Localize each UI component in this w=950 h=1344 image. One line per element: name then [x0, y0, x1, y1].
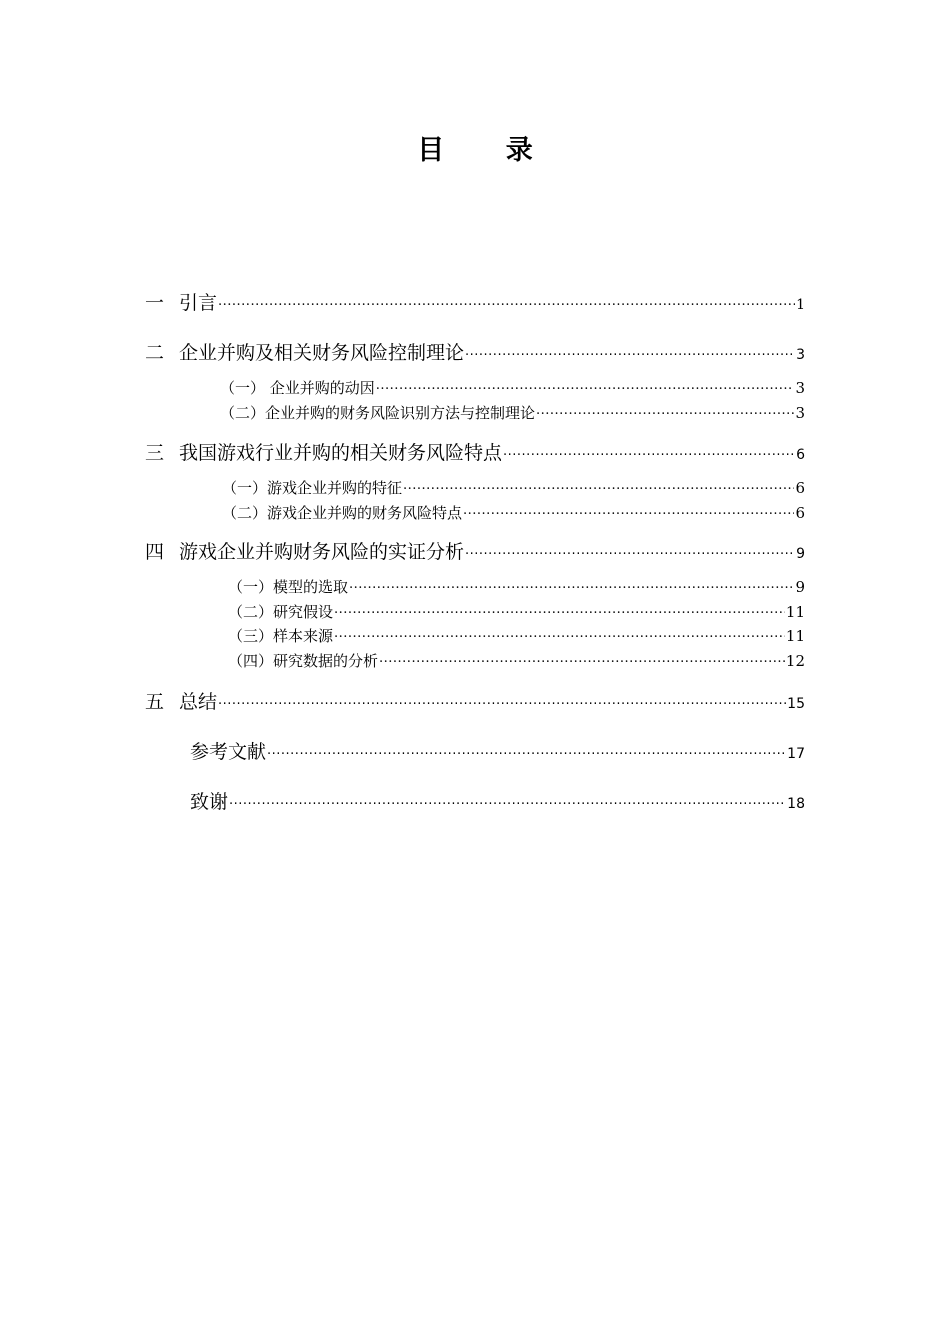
- toc-entry-chapter-4[interactable]: [145, 537, 805, 564]
- toc-page-number: 6: [795, 479, 805, 497]
- toc-page-number: 9: [795, 578, 805, 596]
- toc-entry-label: （一）模型的选取: [228, 578, 349, 596]
- dot-leader: [334, 604, 785, 617]
- toc-entry-label: 游戏企业并购财务风险的实证分析: [179, 541, 465, 563]
- toc-page-number: 15: [787, 696, 805, 712]
- toc-entry-introduction[interactable]: [145, 288, 805, 315]
- toc-entry-references[interactable]: [190, 737, 805, 764]
- toc-entry-label: （二）研究假设: [228, 603, 334, 621]
- toc-page-number: 6: [796, 447, 805, 463]
- toc-page-number: 1: [796, 297, 805, 313]
- toc-page-number: 6: [795, 504, 805, 522]
- toc-entry-section-2-2[interactable]: [220, 402, 805, 423]
- toc-entry-section-3-2[interactable]: [222, 502, 805, 523]
- toc-entry-section-4-3[interactable]: [228, 625, 805, 646]
- toc-entry-acknowledgements[interactable]: [190, 787, 805, 814]
- toc-entry-label: 我国游戏行业并购的相关财务风险特点: [179, 442, 503, 464]
- toc-entry-label: （一）游戏企业并购的特征: [222, 479, 403, 497]
- toc-entry-section-4-4[interactable]: [228, 650, 805, 671]
- toc-entry-label: （二）企业并购的财务风险识别方法与控制理论: [220, 404, 536, 422]
- toc-page-number: 18: [787, 796, 805, 812]
- page-title: 目 录: [417, 135, 559, 166]
- dot-leader: [465, 545, 795, 558]
- toc-entry-label: 总结: [179, 691, 218, 713]
- dot-leader: [403, 480, 794, 493]
- toc-chapter-number: 一: [145, 292, 165, 314]
- toc-page-number: 11: [785, 627, 805, 645]
- toc-entry-chapter-2[interactable]: [145, 338, 805, 365]
- toc-entry-label: （一） 企业并购的动因: [220, 379, 375, 397]
- dot-leader: [376, 380, 795, 393]
- toc-page-number: 3: [795, 379, 805, 397]
- toc-entry-section-4-1[interactable]: [228, 576, 805, 597]
- toc-entry-label: 企业并购及相关财务风险控制理论: [179, 342, 465, 364]
- toc-entry-section-4-2[interactable]: [228, 601, 805, 622]
- toc-entry-label: 引言: [179, 292, 218, 314]
- dot-leader: [229, 795, 786, 808]
- toc-chapter-number: 四: [145, 541, 165, 563]
- toc-page-number: 3: [795, 404, 805, 422]
- dot-leader: [465, 346, 795, 359]
- dot-leader: [349, 579, 794, 592]
- toc-page-number: 11: [785, 603, 805, 621]
- toc-page-number: 17: [787, 746, 805, 762]
- dot-leader: [503, 446, 795, 459]
- toc-entry-section-3-1[interactable]: [222, 477, 805, 498]
- dot-leader: [463, 505, 794, 518]
- toc-entry-label: （四）研究数据的分析: [228, 652, 379, 670]
- toc-entry-section-2-1[interactable]: [220, 377, 805, 398]
- toc-entry-label: （三）样本来源: [228, 627, 334, 645]
- toc-page-number: 9: [796, 546, 805, 562]
- dot-leader: [334, 628, 785, 641]
- toc-entry-chapter-5[interactable]: [145, 687, 805, 714]
- toc-entry-label: 致谢: [190, 791, 229, 813]
- toc-chapter-number: 二: [145, 342, 165, 364]
- dot-leader: [536, 405, 794, 418]
- toc-chapter-number: 五: [145, 691, 165, 713]
- toc-entry-label: （二）游戏企业并购的财务风险特点: [222, 504, 463, 522]
- toc-entry-chapter-3[interactable]: [145, 438, 805, 465]
- dot-leader: [267, 745, 786, 758]
- dot-leader: [218, 695, 786, 708]
- dot-leader: [379, 653, 785, 666]
- toc-page-number: 3: [796, 347, 805, 363]
- dot-leader: [218, 296, 795, 309]
- toc-page-number: 12: [785, 652, 805, 670]
- toc-entry-label: 参考文献: [190, 741, 267, 763]
- toc-chapter-number: 三: [145, 442, 165, 464]
